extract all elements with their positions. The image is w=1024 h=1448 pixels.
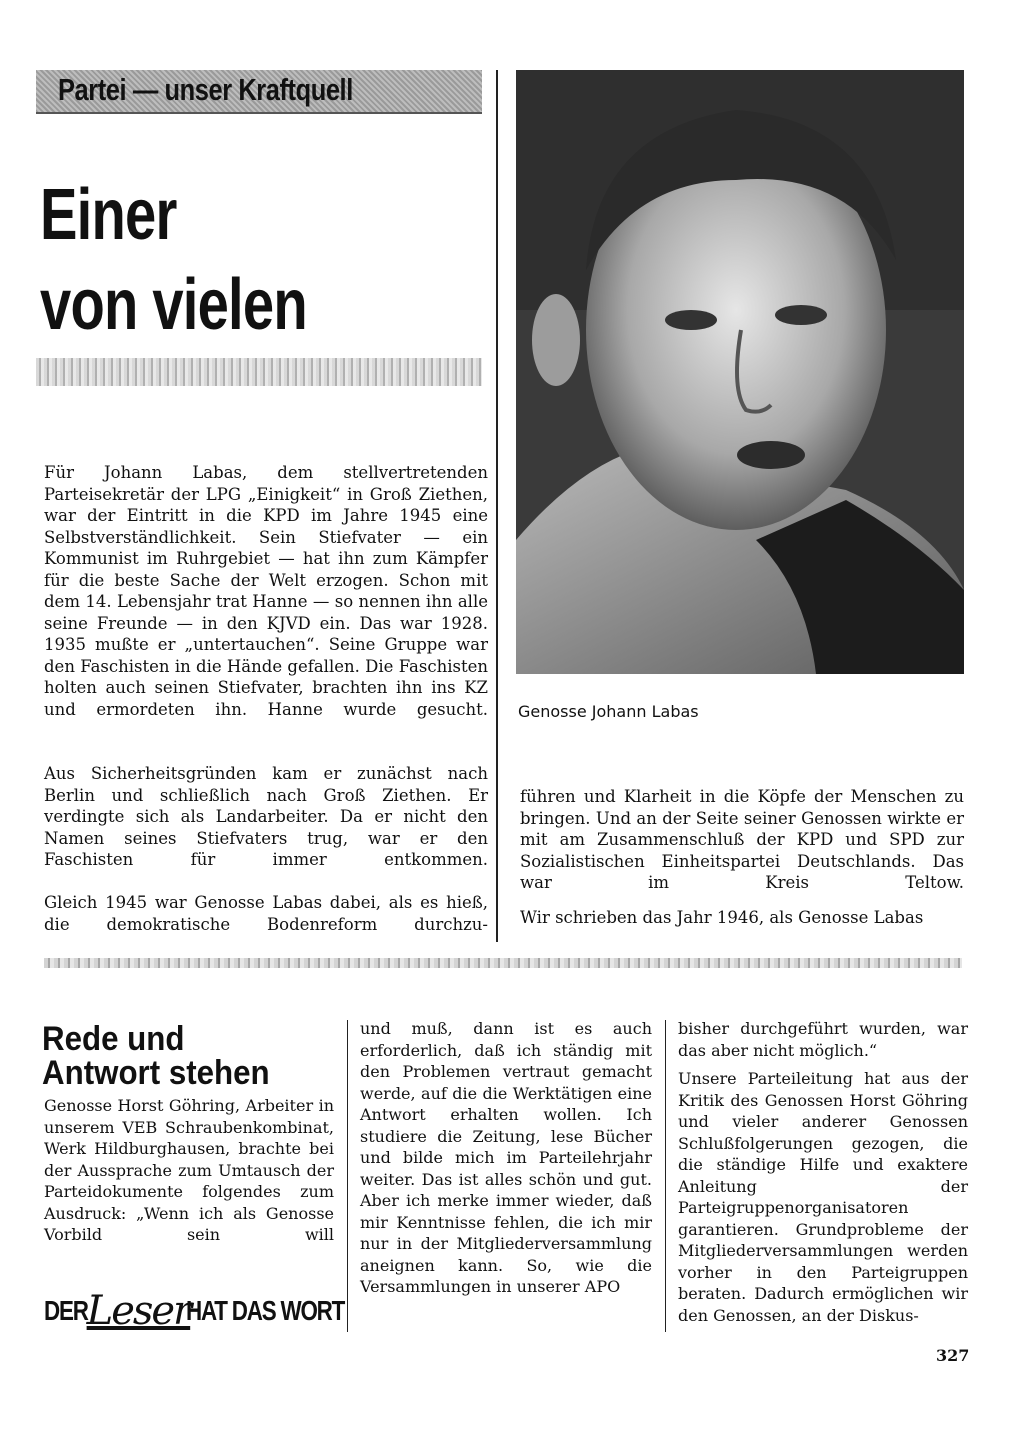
page-number: 327 (936, 1346, 970, 1365)
column-logo (44, 1288, 384, 1334)
article-paragraph-1: Für Johann Labas, dem stellvertretenden Parteisekretär der LPG „Einigkeit“ in Groß Ziethen, war der Eintritt in die KPD im Jahre 1945 eine Selbstverständlichkeit. Sein Stiefvater — ein Kommunist im Ruhrgebiet — hat ihn zum Kämpfer für die beste Sache der Welt erzogen. Schon mit dem 14. Lebensjahr trat Hanne — so nennen ihn alle seine Freunde — in den KJVD ein. Das war 1928. 1935 mußte er „untertauchen“. Seine Gruppe war den Faschisten in die Hände gefallen. Die Faschisten holten auch seinen Stiefvater, brachten ihn ins KZ und ermordeten ihn. Hanne wurde gesucht. (44, 463, 488, 719)
portrait-photo (516, 70, 964, 674)
photo-caption: Genosse Johann Labas (518, 702, 699, 721)
section-kicker (36, 70, 482, 114)
logo-post: HAT DAS WORT (186, 1295, 345, 1326)
article-paragraph-5: Wir schrieben das Jahr 1946, als Genosse Labas (520, 908, 924, 927)
letter-headline-line-2: Antwort stehen (42, 1054, 270, 1092)
decorative-rule (36, 358, 482, 386)
letter-column-3b: Unsere Parteileitung hat aus der Kritik des Genossen Horst Göhring und vieler anderer Genossen Schlußfolgerungen gezogen, die die ständige Hilfe und exaktere Anleitung der Parteigruppenorganisatoren garantieren. Grundprobleme der Mitgliederversammlungen werden vorher in den Parteigruppen beraten. Dadurch ermöglichen wir den Genossen, an der Diskus- (678, 1069, 968, 1325)
logo-script: Leser (86, 1288, 191, 1334)
article-paragraph-3: Gleich 1945 war Genosse Labas dabei, als es hieß, die demokratische Bodenreform durchzu- (44, 893, 488, 934)
letter-headline-line-1: Rede und (42, 1020, 185, 1058)
letter-column-3a: bisher durchgeführt wurden, war das aber nicht möglich.“ (678, 1019, 968, 1060)
section-separator (44, 958, 962, 968)
letter-column-2: und muß, dann ist es auch erforderlich, daß ich ständig mit den Problemen vertraut gemacht werde, auf die die Werktätigen eine Antwort erhalten wollen. Ich studiere die Zeitung, lese Bücher und bilde mich im Parteilehrjahr weiter. Das ist alles schön und gut. Aber ich merke immer wieder, daß mir Kenntnisse fehlen, die ich mir nur in der Mitgliederversammlung aneignen kann. So, wie die Versammlungen in unserer APO (360, 1019, 652, 1296)
column-divider (665, 1020, 666, 1332)
kicker-text: Partei — unser Kraftquell (58, 72, 353, 107)
headline-line-1: Einer (40, 175, 177, 255)
article-paragraph-4: führen und Klarheit in die Köpfe der Menschen zu bringen. Und an der Seite seiner Genossen wirkte er mit am Zusammenschluß der KPD und SPD zur Sozialistischen Einheitspartei Deutschlands. Das war im Kreis Teltow. (520, 787, 964, 892)
column-divider (496, 70, 498, 942)
letter-headline (42, 1022, 270, 1090)
column-divider (347, 1020, 348, 1332)
headline-line-2: von vielen (40, 265, 307, 345)
letter-column-1: Genosse Horst Göhring, Arbeiter in unserem VEB Schraubenkombinat, Werk Hildburghausen, brachte bei der Aussprache zum Umtausch der Parteidokumente folgendes zum Ausdruck: „Wenn ich als Genosse Vorbild sein will (44, 1096, 334, 1244)
article-paragraph-2: Aus Sicherheitsgründen kam er zunächst nach Berlin und schließlich nach Groß Ziethen. Er verdingte sich als Landarbeiter. Da er nicht den Namen seines Stiefvaters trug, war er den Faschisten für immer entkommen. (44, 764, 488, 869)
logo-pre: DER (44, 1295, 88, 1326)
article-headline (40, 170, 307, 350)
